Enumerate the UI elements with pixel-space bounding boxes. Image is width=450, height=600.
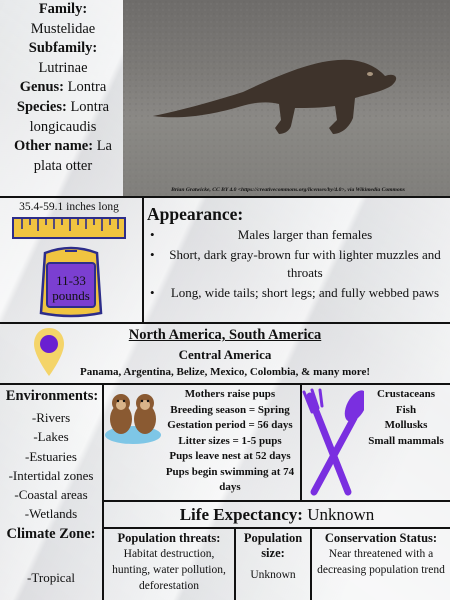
life-expectancy-value: Unknown [307,505,375,524]
environment-item: -Lakes [33,429,69,445]
life-expectancy [104,505,450,525]
reproduction-item: Pups begin swimming at 74 days [165,465,295,493]
population-threats-box [104,531,234,594]
diet-list [360,387,450,449]
environment-item: -Coastal areas [14,487,88,503]
taxonomy-panel [4,0,122,196]
divider-top [0,196,450,198]
reproduction-item: Pups leave nest at 52 days [169,450,291,462]
conservation-status-body: Near threatened with a decreasing population trend [317,548,445,576]
reproduction-item: Mothers raise pups [184,388,276,400]
appearance-item: • Males larger than females [150,226,446,244]
reproduction-item: Breeding season = Spring [170,403,290,416]
species-value: Lontra longicaudis [29,98,110,135]
reproduction-item: Gestation period = 56 days [167,419,293,431]
length-label: 35.4-59.1 inches long [19,201,119,213]
reproduction-list [160,387,300,496]
genus-value: Lontra [67,79,107,96]
environment-item: -Intertidal zones [8,467,94,483]
otter-pups-icon [103,389,165,452]
diet-item: Fish [395,403,417,416]
divider-size-appearance [142,196,144,323]
range-continents: North America, South America [128,327,322,343]
population-size-title: Population size: [243,531,303,560]
subfamily-label: Subfamily: [28,40,98,57]
environments-list [0,408,102,524]
population-threats-body: Habitat destruction, hunting, water pollution, deforestation [112,548,226,592]
otter-illustration [123,0,450,196]
family-value: Mustelidae [30,20,96,37]
population-threats-title: Population threats: [117,531,221,545]
appearance-title: Appearance: [147,204,244,224]
climate-zone-title: Climate Zone: [6,526,96,542]
range-countries: Panama, Argentina, Belize, Mexico, Colombia, & many more! [79,366,371,378]
diet-item: Crustaceans [376,388,436,400]
weight-label: 11-33 pounds [52,273,90,303]
conservation-status-box [312,531,450,578]
conservation-status-title: Conservation Status: [324,531,438,545]
divider-life-top [102,500,450,502]
other-name-label: Other name: [14,138,94,155]
environment-item: -Estuaries [25,448,77,464]
other-name-value: La plata otter [33,138,112,174]
range-region: Central America [178,347,272,362]
otter-photo [123,0,450,196]
genus-label: Genus: [19,79,65,96]
fork-spoon-icon [300,388,364,503]
population-size-box [236,531,310,583]
diet-item: Small mammals [368,434,444,447]
species-label: Species: [16,98,67,115]
environments-title: Environments: [5,388,99,404]
subfamily-value: Lutrinae [38,59,88,76]
environment-item: -Rivers [31,410,71,425]
ruler-icon [12,217,126,244]
climate-zone-value: -Tropical [27,570,75,585]
appearance-list [150,226,446,304]
environment-item: -Wetlands [24,506,78,522]
diet-item: Mollusks [384,419,428,431]
population-size-body: Unknown [250,569,296,581]
divider-range-bottom [0,383,450,385]
appearance-item: • Long, wide tails; short legs; and fully webbed paws [150,284,446,302]
reproduction-item: Litter sizes = 1-5 pups [178,434,282,447]
divider-life-bottom [102,527,450,529]
appearance-item: • Short, dark gray-brown fur with lighter muzzles and throats [150,246,446,282]
family-label: Family: [38,1,88,17]
life-expectancy-label: Life Expectancy: [179,505,303,524]
photo-credit: Brian Gratwicke, CC BY 4.0 <https://creativecommons.org/licenses/by/4.0>, via Wikimedia Commons [171,187,405,193]
